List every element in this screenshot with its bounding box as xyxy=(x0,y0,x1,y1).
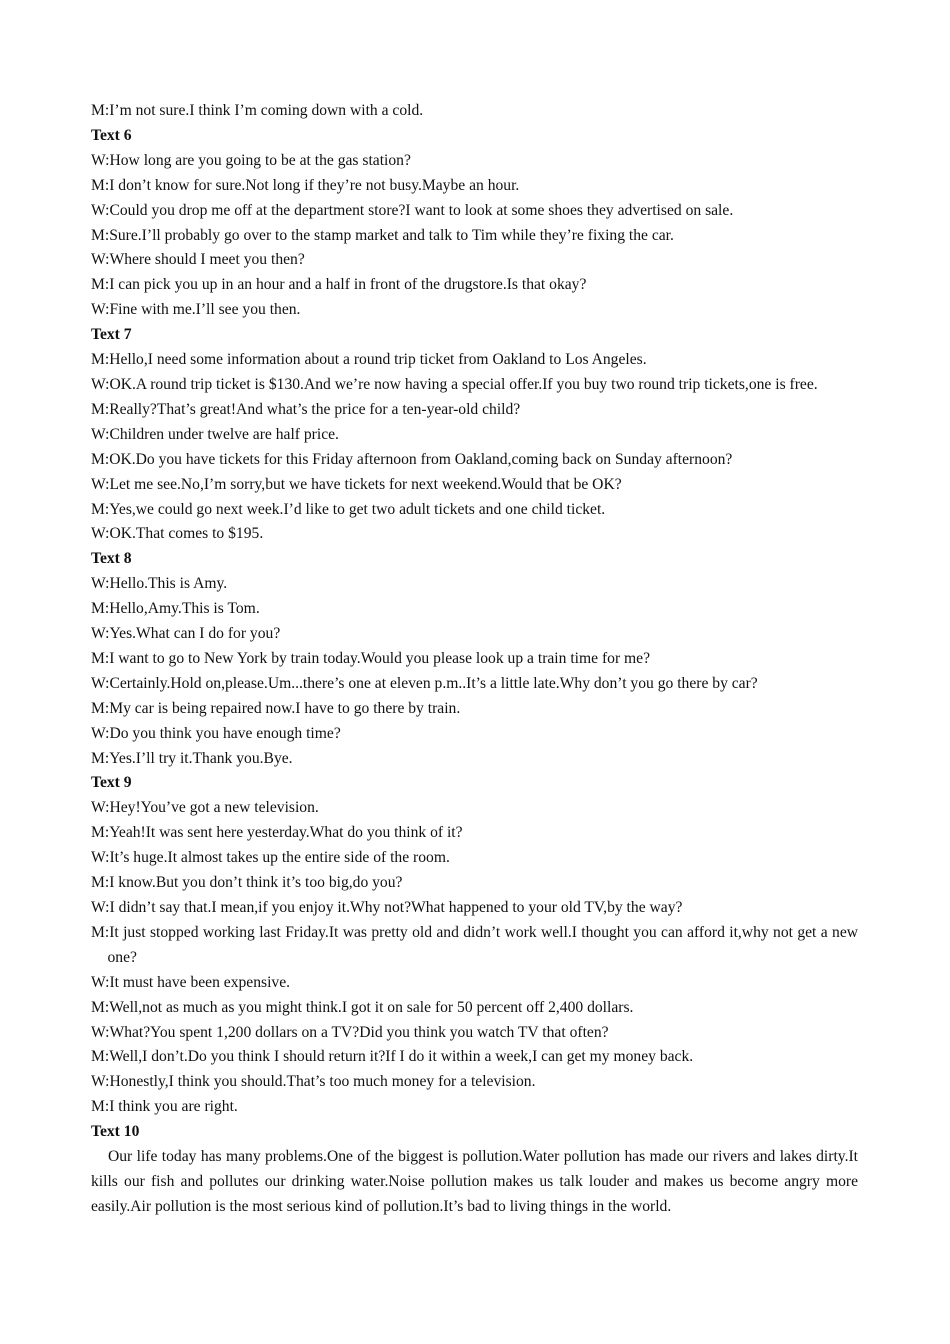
dialogue-line: W:What?You spent 1,200 dollars on a TV?Did you think you watch TV that often? xyxy=(91,1023,609,1041)
dialogue-line: W:Do you think you have enough time? xyxy=(91,724,341,742)
dialogue-line: W:Certainly.Hold on,please.Um...there’s one at eleven p.m..It’s a little late.Why don’t you go there by car? xyxy=(91,674,758,692)
dialogue-line: M:My car is being repaired now.I have to go there by train. xyxy=(91,699,461,717)
dialogue-line: M:I’m not sure.I think I’m coming down with a cold. xyxy=(91,102,424,119)
dialogue-line: M:Hello,I need some information about a round trip ticket from Oakland to Los Angeles. xyxy=(91,351,647,369)
dialogue-line: M:Well,I don’t.Do you think I should return it?If I do it within a week,I can get my money back. xyxy=(91,1048,694,1066)
dialogue-line: M:I can pick you up in an hour and a half in front of the drugstore.Is that okay? xyxy=(91,276,587,294)
dialogue-line: W:OK.A round trip ticket is $130.And we’re now having a special offer.If you buy two round trip tickets,one is free. xyxy=(91,375,818,393)
dialogue-line: W:Could you drop me off at the department store?I want to look at some shoes they advertised on sale. xyxy=(91,201,734,219)
dialogue-line: W:Where should I meet you then? xyxy=(91,251,305,269)
section-heading: Text 7 xyxy=(91,326,132,344)
dialogue-line: W:Yes.What can I do for you? xyxy=(91,625,281,643)
section-heading: Text 9 xyxy=(91,774,132,792)
dialogue-line: M:It just stopped working last Friday.It was pretty old and didn’t work well.I thought you can afford it,why not get a new one? xyxy=(91,923,858,966)
dialogue-line: M:Yes,we could go next week.I’d like to get two adult tickets and one child ticket. xyxy=(91,500,606,518)
dialogue-line: W:Let me see.No,I’m sorry,but we have tickets for next weekend.Would that be OK? xyxy=(91,475,622,493)
dialogue-line: M:I know.But you don’t think it’s too big,do you? xyxy=(91,874,403,892)
section-heading: Text 6 xyxy=(91,126,132,144)
dialogue-line: M:Sure.I’ll probably go over to the stamp market and talk to Tim while they’re fixing the car. xyxy=(91,226,674,244)
dialogue-line: W:It’s huge.It almost takes up the entire side of the room. xyxy=(91,849,450,867)
dialogue-line: M:Yeah!It was sent here yesterday.What do you think of it? xyxy=(91,824,463,842)
document-page xyxy=(91,99,858,1220)
dialogue-line: W:Children under twelve are half price. xyxy=(91,425,339,443)
dialogue-line: W:Fine with me.I’ll see you then. xyxy=(91,301,301,319)
dialogue-line: M:Well,not as much as you might think.I got it on sale for 50 percent off 2,400 dollars. xyxy=(91,998,634,1016)
dialogue-line: W:I didn’t say that.I mean,if you enjoy it.Why not?What happened to your old TV,by the way? xyxy=(91,899,683,916)
dialogue-line: M:Hello,Amy.This is Tom. xyxy=(91,600,260,618)
dialogue-line: W:OK.That comes to $195. xyxy=(91,525,264,543)
dialogue-line: W:Honestly,I think you should.That’s too much money for a television. xyxy=(91,1073,536,1091)
dialogue-line: W:It must have been expensive. xyxy=(91,973,291,991)
dialogue-line: M:Really?That’s great!And what’s the price for a ten-year-old child? xyxy=(91,400,521,418)
dialogue-line: M:I want to go to New York by train today.Would you please look up a train time for me? xyxy=(91,649,651,667)
dialogue-line: W:Hello.This is Amy. xyxy=(91,575,228,593)
dialogue-line: M:I don’t know for sure.Not long if they’re not busy.Maybe an hour. xyxy=(91,176,520,194)
dialogue-line: M:OK.Do you have tickets for this Friday afternoon from Oakland,coming back on Sunday afternoon? xyxy=(91,450,733,468)
dialogue-line: W:How long are you going to be at the gas station? xyxy=(91,151,411,169)
section-heading: Text 10 xyxy=(91,1123,140,1141)
section-heading: Text 8 xyxy=(91,550,132,568)
passage-paragraph: Our life today has many problems.One of the biggest is pollution.Water pollution has made our rivers and lakes dirty.It kills our fish and pollutes our drinking water.Noise pollution makes us talk louder and makes us become angry more easily.Air pollution is the most serious kind of pollution.It’s bad to living things in the world. xyxy=(91,1148,858,1215)
dialogue-line: W:Hey!You’ve got a new television. xyxy=(91,799,319,817)
dialogue-line: M:Yes.I’ll try it.Thank you.Bye. xyxy=(91,749,293,767)
dialogue-line: M:I think you are right. xyxy=(91,1098,238,1116)
